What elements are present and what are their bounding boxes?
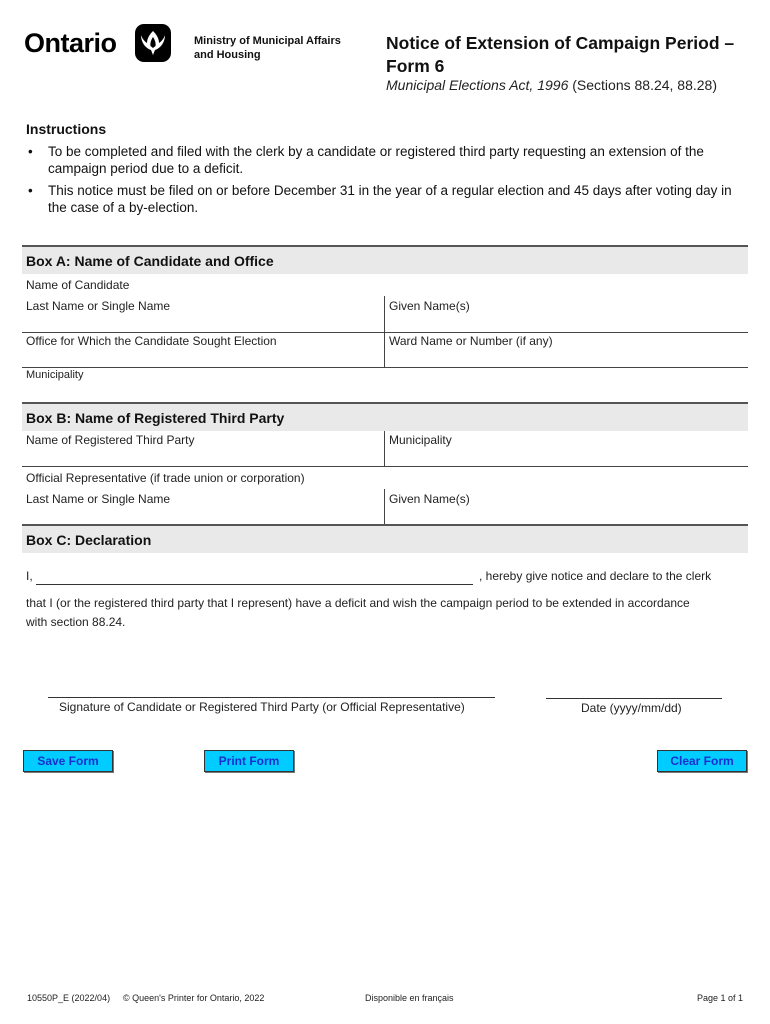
print-form-button[interactable]: Print Form bbox=[204, 750, 294, 772]
rep-given-names-field[interactable] bbox=[385, 488, 748, 523]
rep-given-names-label: Given Name(s) bbox=[389, 492, 470, 506]
page-title bbox=[386, 32, 756, 78]
candidate-municipality-label: Municipality bbox=[26, 369, 84, 381]
candidate-given-names-label: Given Name(s) bbox=[389, 299, 470, 313]
candidate-last-name-label: Last Name or Single Name bbox=[26, 299, 171, 313]
signature-line bbox=[48, 697, 495, 698]
ministry-line-1: Ministry of Municipal Affairs bbox=[194, 35, 341, 47]
title-line-2: Form 6 bbox=[386, 56, 445, 76]
form-code: 10550P_E (2022/04) bbox=[27, 993, 111, 1003]
name-of-candidate-label: Name of Candidate bbox=[26, 278, 130, 292]
third-party-municipality-label: Municipality bbox=[389, 433, 452, 447]
trillium-icon bbox=[135, 24, 171, 62]
clear-form-button[interactable]: Clear Form bbox=[657, 750, 747, 772]
ontario-logo-text: Ontario bbox=[24, 28, 117, 58]
date-line bbox=[546, 698, 722, 699]
ministry-name bbox=[194, 34, 364, 62]
declaration-suffix: , hereby give notice and declare to the clerk bbox=[479, 569, 712, 583]
rep-last-name-field[interactable] bbox=[22, 488, 384, 523]
divider bbox=[22, 466, 748, 467]
act-name: Municipal Elections Act, 1996 bbox=[386, 77, 569, 93]
declarant-name-line bbox=[36, 584, 473, 585]
instructions-list bbox=[26, 143, 746, 221]
candidate-municipality-field[interactable] bbox=[22, 368, 748, 401]
rep-last-name-label: Last Name or Single Name bbox=[26, 492, 171, 506]
page-number: Page 1 of 1 bbox=[697, 993, 744, 1003]
date-label: Date (yyyy/mm/dd) bbox=[581, 701, 682, 715]
date-field[interactable] bbox=[546, 676, 722, 698]
third-party-name-label: Name of Registered Third Party bbox=[26, 433, 195, 447]
declarant-name-field[interactable] bbox=[36, 566, 473, 584]
instruction-item: • This notice must be filed on or before December 31 in the year of a regular election and 45 days after voting day in the case of a by-election. bbox=[26, 182, 746, 216]
box-b-header: Box B: Name of Registered Third Party bbox=[22, 402, 748, 431]
declaration-i-label: I, bbox=[26, 569, 33, 583]
candidate-given-names-field[interactable] bbox=[385, 295, 748, 331]
third-party-name-field[interactable] bbox=[22, 431, 384, 466]
candidate-last-name-field[interactable] bbox=[22, 295, 384, 331]
signature-field[interactable] bbox=[48, 675, 495, 697]
official-representative-label: Official Representative (if trade union or corporation) bbox=[26, 471, 305, 485]
instruction-item: • To be completed and filed with the clerk by a candidate or registered third party requesting an extension of the campaign period due to a deficit. bbox=[26, 143, 746, 177]
third-party-municipality-field[interactable] bbox=[385, 431, 748, 466]
save-form-button[interactable]: Save Form bbox=[23, 750, 113, 772]
ward-label: Ward Name or Number (if any) bbox=[389, 334, 553, 348]
instructions-heading: Instructions bbox=[26, 121, 107, 137]
box-a-header: Box A: Name of Candidate and Office bbox=[22, 245, 748, 274]
act-reference bbox=[386, 77, 717, 93]
act-sections: (Sections 88.24, 88.28) bbox=[568, 77, 718, 93]
ministry-line-2: and Housing bbox=[194, 49, 261, 61]
declaration-body-line-1: that I (or the registered third party that I represent) have a deficit and wish the campaign period to be extended in accordance bbox=[26, 596, 690, 610]
title-line-1: Notice of Extension of Campaign Period – bbox=[386, 33, 735, 53]
box-c-header: Box C: Declaration bbox=[22, 524, 748, 553]
office-field[interactable] bbox=[22, 333, 384, 367]
office-label: Office for Which the Candidate Sought Election bbox=[26, 334, 277, 348]
signature-label: Signature of Candidate or Registered Third Party (or Official Representative) bbox=[59, 700, 465, 714]
ward-field[interactable] bbox=[385, 333, 748, 367]
declaration-body-line-2: with section 88.24. bbox=[26, 615, 126, 629]
copyright: © Queen's Printer for Ontario, 2022 bbox=[123, 993, 265, 1003]
french-availability-link: Disponible en français bbox=[365, 993, 454, 1003]
